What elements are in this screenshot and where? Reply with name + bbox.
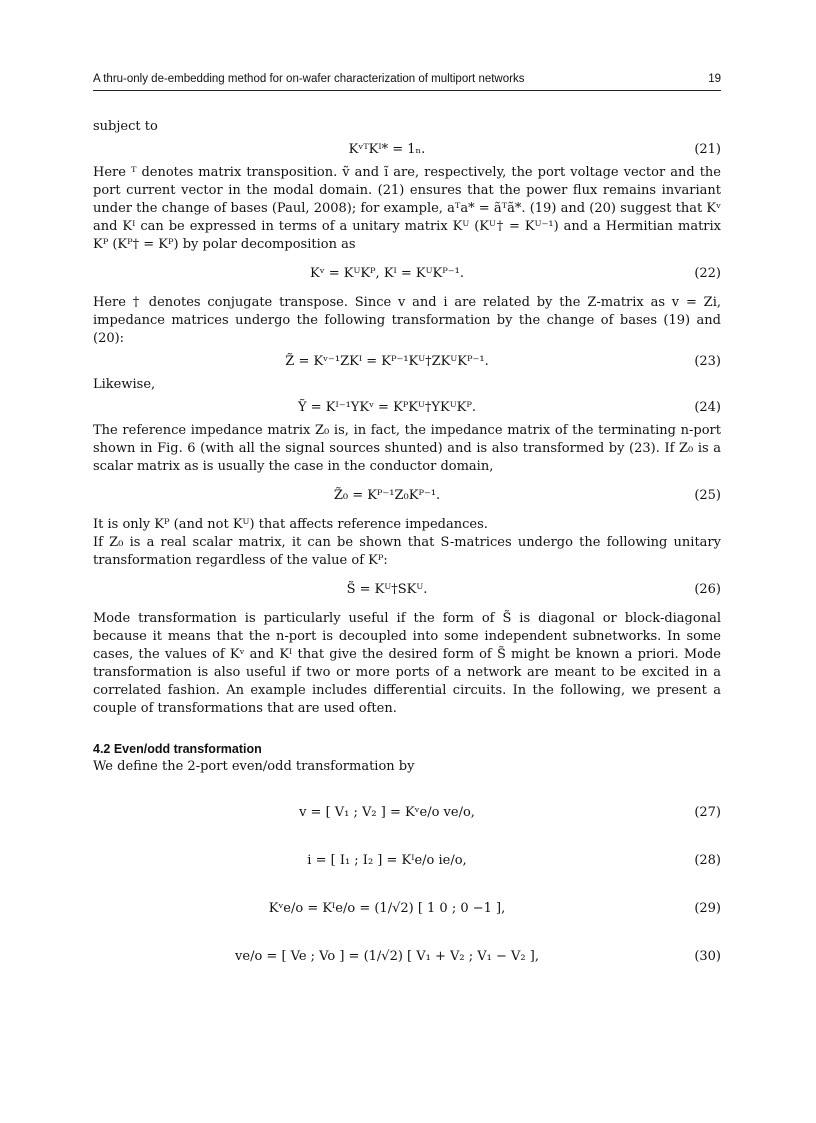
equation-math: v = [ V₁ ; V₂ ] = Kᵛe/o ve/o, — [299, 805, 475, 820]
main-content — [93, 118, 721, 982]
paragraph: Here † denotes conjugate transpose. Since v and i are related by the Z-matrix as v = Zi, impedance matrices undergo the following transformation by the change of bases (19) and (20): — [93, 295, 721, 346]
equation-math: S̃ = Kᵁ†SKᵁ. — [346, 582, 428, 597]
equation-number: (25) — [694, 488, 721, 503]
equation-number: (21) — [694, 142, 721, 157]
equation-22 — [93, 262, 721, 286]
equation-math: Z̃₀ = Kᴾ⁻¹Z₀Kᴾ⁻¹. — [333, 488, 441, 503]
equation-math: Kᵛ = KᵁKᴾ, Kᴵ = KᵁKᴾ⁻¹. — [310, 266, 464, 281]
equation-number: (26) — [694, 582, 721, 597]
running-title: A thru-only de-embedding method for on-wafer characterization of multiport networks — [93, 73, 525, 85]
equation-number: (29) — [694, 901, 721, 916]
equation-number: (28) — [694, 853, 721, 868]
equation-math: KᵛᵀKᴵ* = 1ₙ. — [348, 142, 426, 157]
paragraph: Here ᵀ denotes matrix transposition. ṽ and ĩ are, respectively, the port voltage vector and the port current vector in the modal domain. (21) ensures that the power flux remains invariant under the change of bases (Paul, 2008); for example, aᵀa* = ãᵀã*. (19) and (20) suggest that Kᵛ and Kᴵ can be expressed in terms of a unitary matrix Kᵁ (Kᵁ† = Kᵁ⁻¹) and a Hermitian matrix Kᴾ (Kᴾ† = Kᴾ) by polar decomposition as — [93, 165, 721, 252]
equation-24 — [93, 396, 721, 420]
paragraph: It is only Kᴾ (and not Kᵁ) that affects reference impedances. — [93, 517, 488, 532]
equation-30 — [93, 934, 721, 980]
equation-math: Ỹ = Kᴵ⁻¹YKᵛ = KᴾKᵁ†YKᵁKᴾ. — [298, 400, 476, 415]
running-header — [93, 70, 721, 91]
equation-21 — [93, 138, 721, 162]
equation-number: (30) — [694, 949, 721, 964]
subject-to-text: subject to — [93, 119, 158, 134]
equation-28 — [93, 838, 721, 884]
equation-math: Kᵛe/o = Kᴵe/o = (1/√2) [ 1 0 ; 0 −1 ], — [268, 901, 506, 916]
equation-29 — [93, 886, 721, 932]
equation-number: (22) — [694, 266, 721, 281]
paragraph: Mode transformation is particularly useful if the form of S̃ is diagonal or block-diagonal because it means that the n-port is decoupled into some independent subnetworks. In some cases, the values of Kᵛ and Kᴵ that give the desired form of S̃ might be known a priori. Mode transformation is also useful if two or more ports of a network are meant to be excited in a correlated fashion. An example includes differential circuits. In the following, we present a couple of transformations that are used often. — [93, 611, 721, 716]
likewise-text: Likewise, — [93, 377, 156, 392]
equation-number: (24) — [694, 400, 721, 415]
equation-math: Z̃ = Kᵛ⁻¹ZKᴵ = Kᴾ⁻¹Kᵁ†ZKᵁKᴾ⁻¹. — [285, 354, 489, 369]
paragraph: If Z₀ is a real scalar matrix, it can be shown that S-matrices undergo the following unitary transformation regardless of the value of Kᴾ: — [93, 535, 721, 568]
equation-math: ve/o = [ Ve ; Vo ] = (1/√2) [ V₁ + V₂ ; V₁ − V₂ ], — [235, 949, 539, 964]
equation-23 — [93, 350, 721, 374]
section-heading: 4.2 Even/odd transformation — [93, 742, 262, 756]
equation-25 — [93, 484, 721, 508]
page-number: 19 — [708, 73, 721, 85]
equation-number: (27) — [694, 805, 721, 820]
paragraph: We define the 2-port even/odd transformation by — [93, 759, 415, 774]
paragraph: The reference impedance matrix Z₀ is, in fact, the impedance matrix of the terminating n-port shown in Fig. 6 (with all the signal sources shunted) and is also transformed by (23). If Z₀ is a scalar matrix as is usually the case in the conductor domain, — [93, 423, 721, 474]
equation-27 — [93, 790, 721, 836]
equation-number: (23) — [694, 354, 721, 369]
equation-math: i = [ I₁ ; I₂ ] = Kᴵe/o ie/o, — [307, 853, 467, 868]
equation-26 — [93, 578, 721, 602]
